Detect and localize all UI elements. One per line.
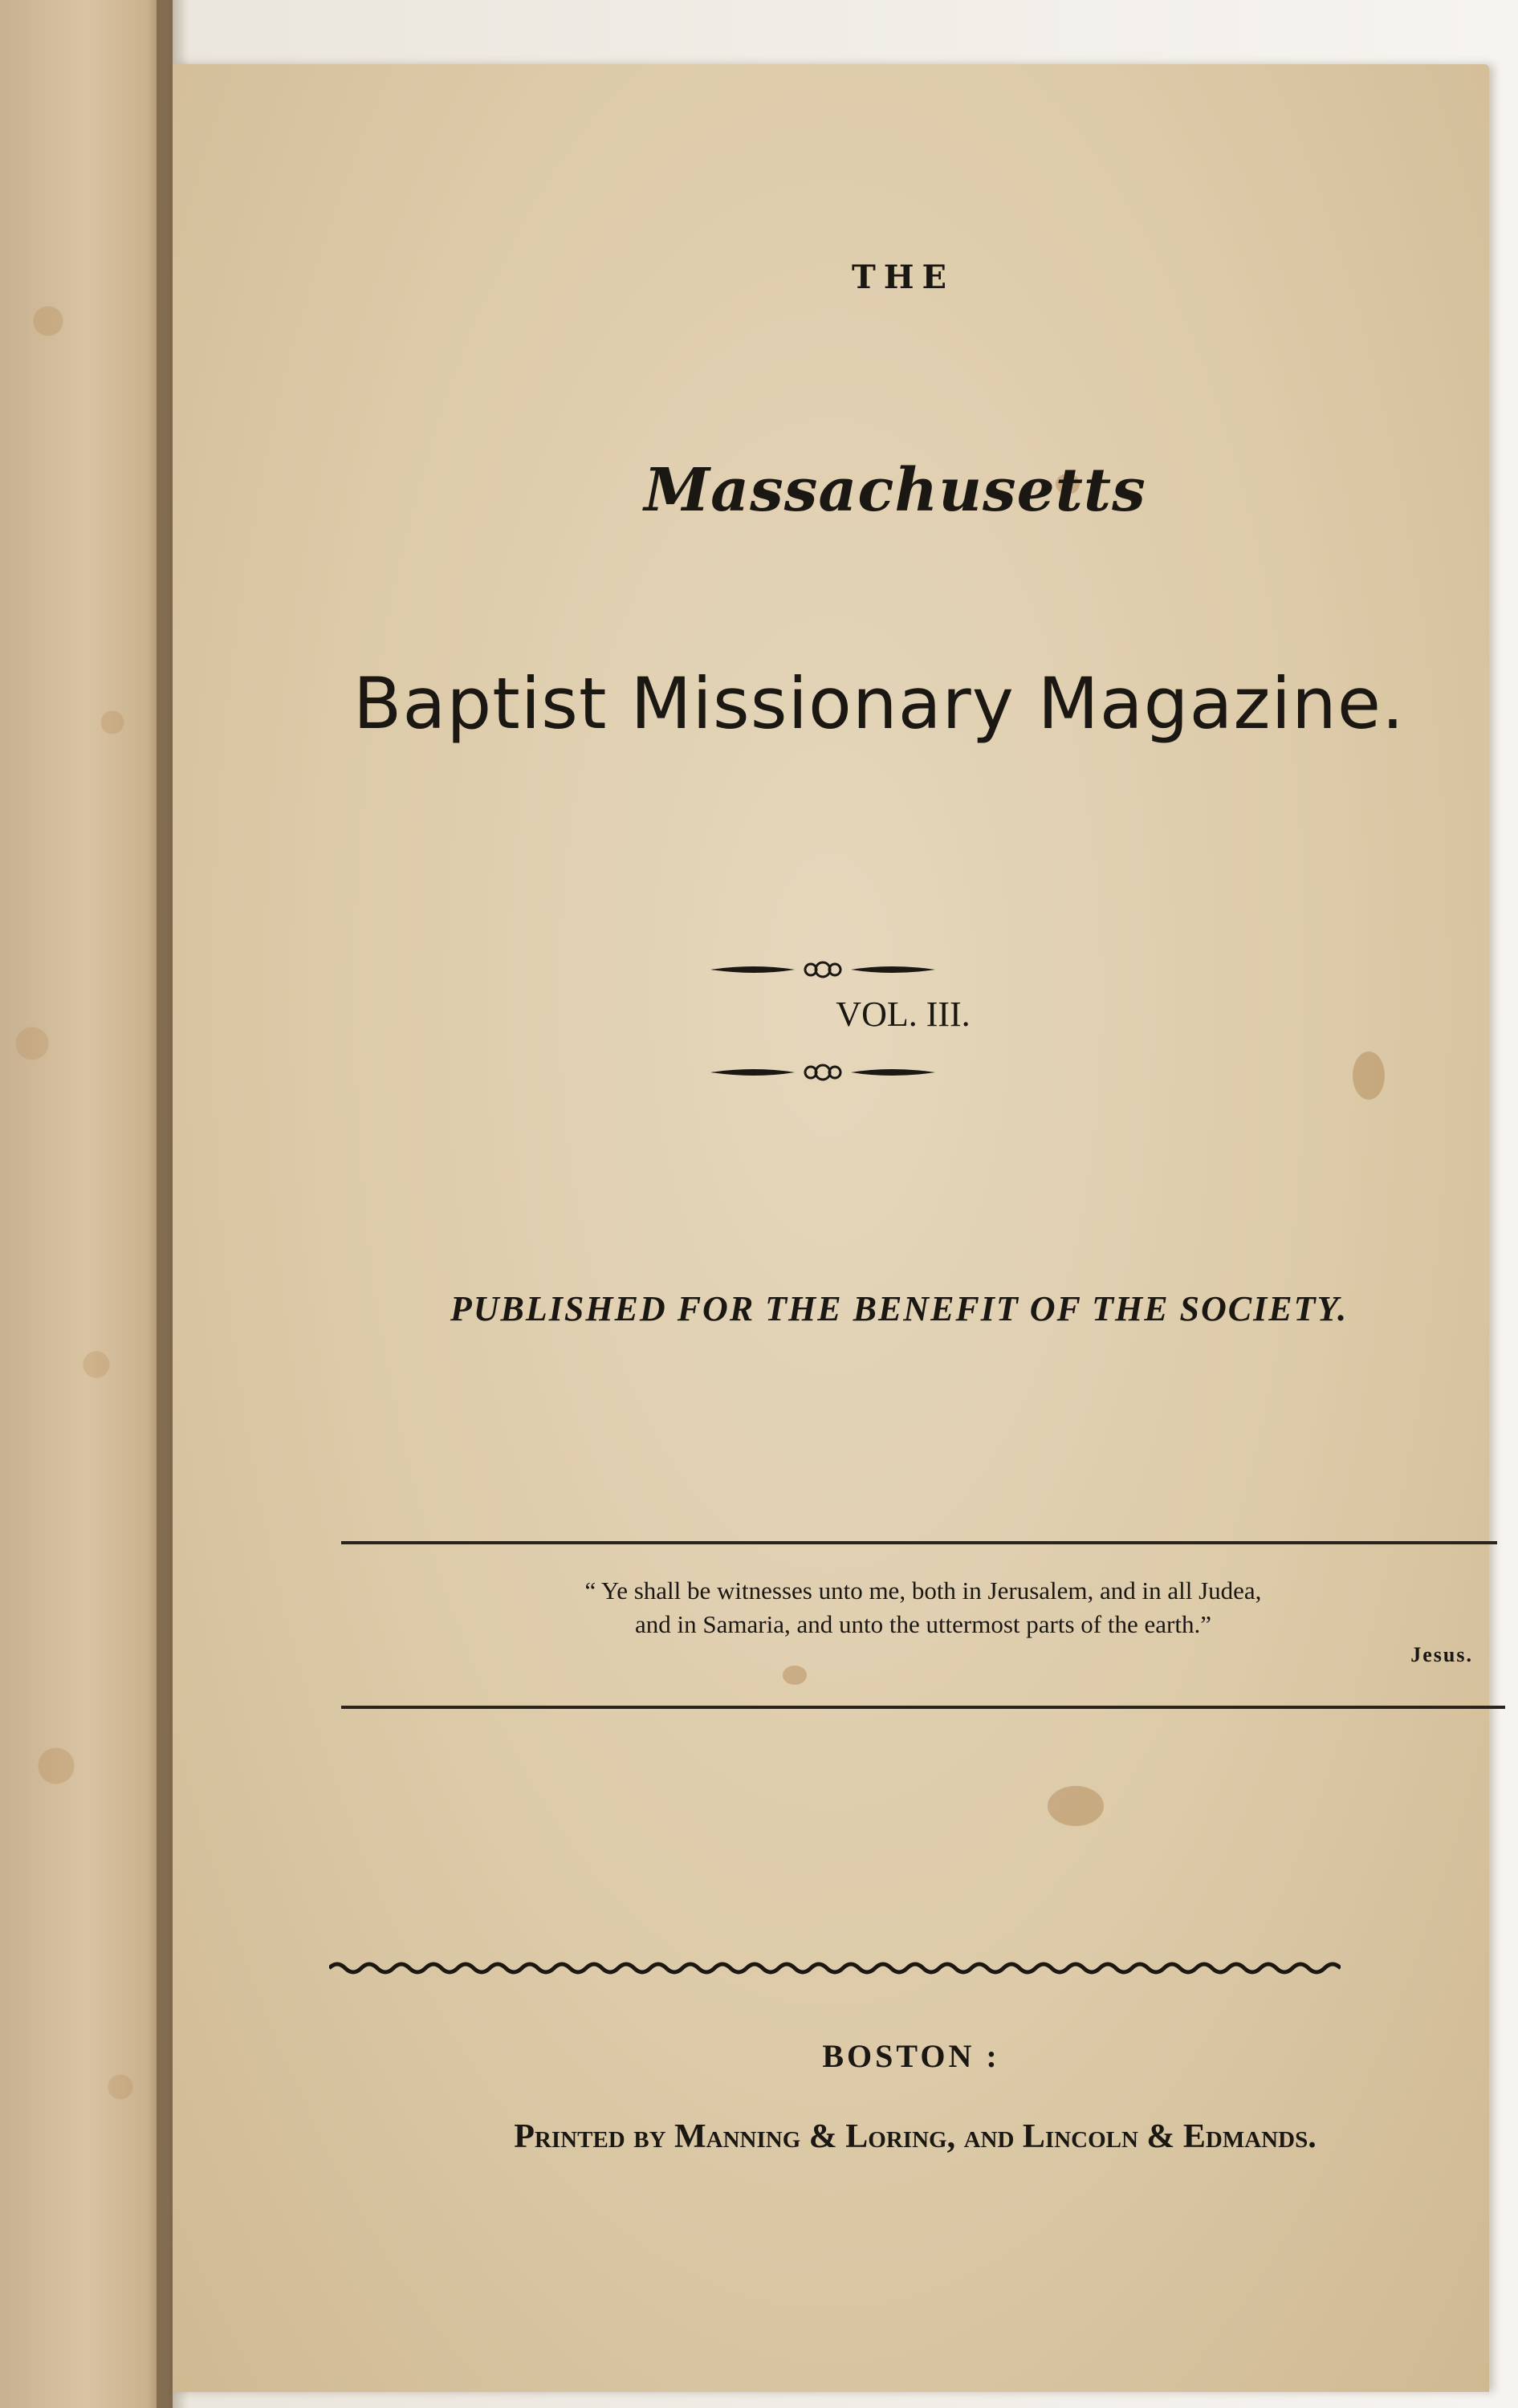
- title-massachusetts: Massachusetts: [644, 456, 1146, 525]
- title-magazine: Baptist Missionary Magazine.: [353, 662, 1405, 745]
- imprint-city: BOSTON :: [822, 2038, 1000, 2074]
- chain-rule: [329, 1959, 1341, 1978]
- epigraph-attribution: Jesus.: [1410, 1643, 1473, 1666]
- epigraph-line-1: “ Ye shall be witnesses unto me, both in Jerusalem, and in all Judea,: [584, 1576, 1262, 1605]
- volume-label: VOL. III.: [836, 995, 971, 1034]
- left-facing-page: [0, 0, 173, 2408]
- ornament-top: [706, 954, 939, 986]
- ornament-bottom: [706, 1056, 939, 1088]
- title-the: THE: [851, 258, 955, 296]
- title-page-text: [173, 0, 1489, 2408]
- imprint-printers: Printed by Manning & Loring, and Lincoln & Edmands.: [514, 2118, 1317, 2155]
- epigraph-rule-top: [341, 1541, 1497, 1544]
- epigraph-rule-bottom: [341, 1706, 1505, 1709]
- epigraph-line-2: and in Samaria, and unto the uttermost parts of the earth.”: [635, 1610, 1211, 1638]
- published-line: PUBLISHED FOR THE BENEFIT OF THE SOCIETY.: [450, 1289, 1349, 1328]
